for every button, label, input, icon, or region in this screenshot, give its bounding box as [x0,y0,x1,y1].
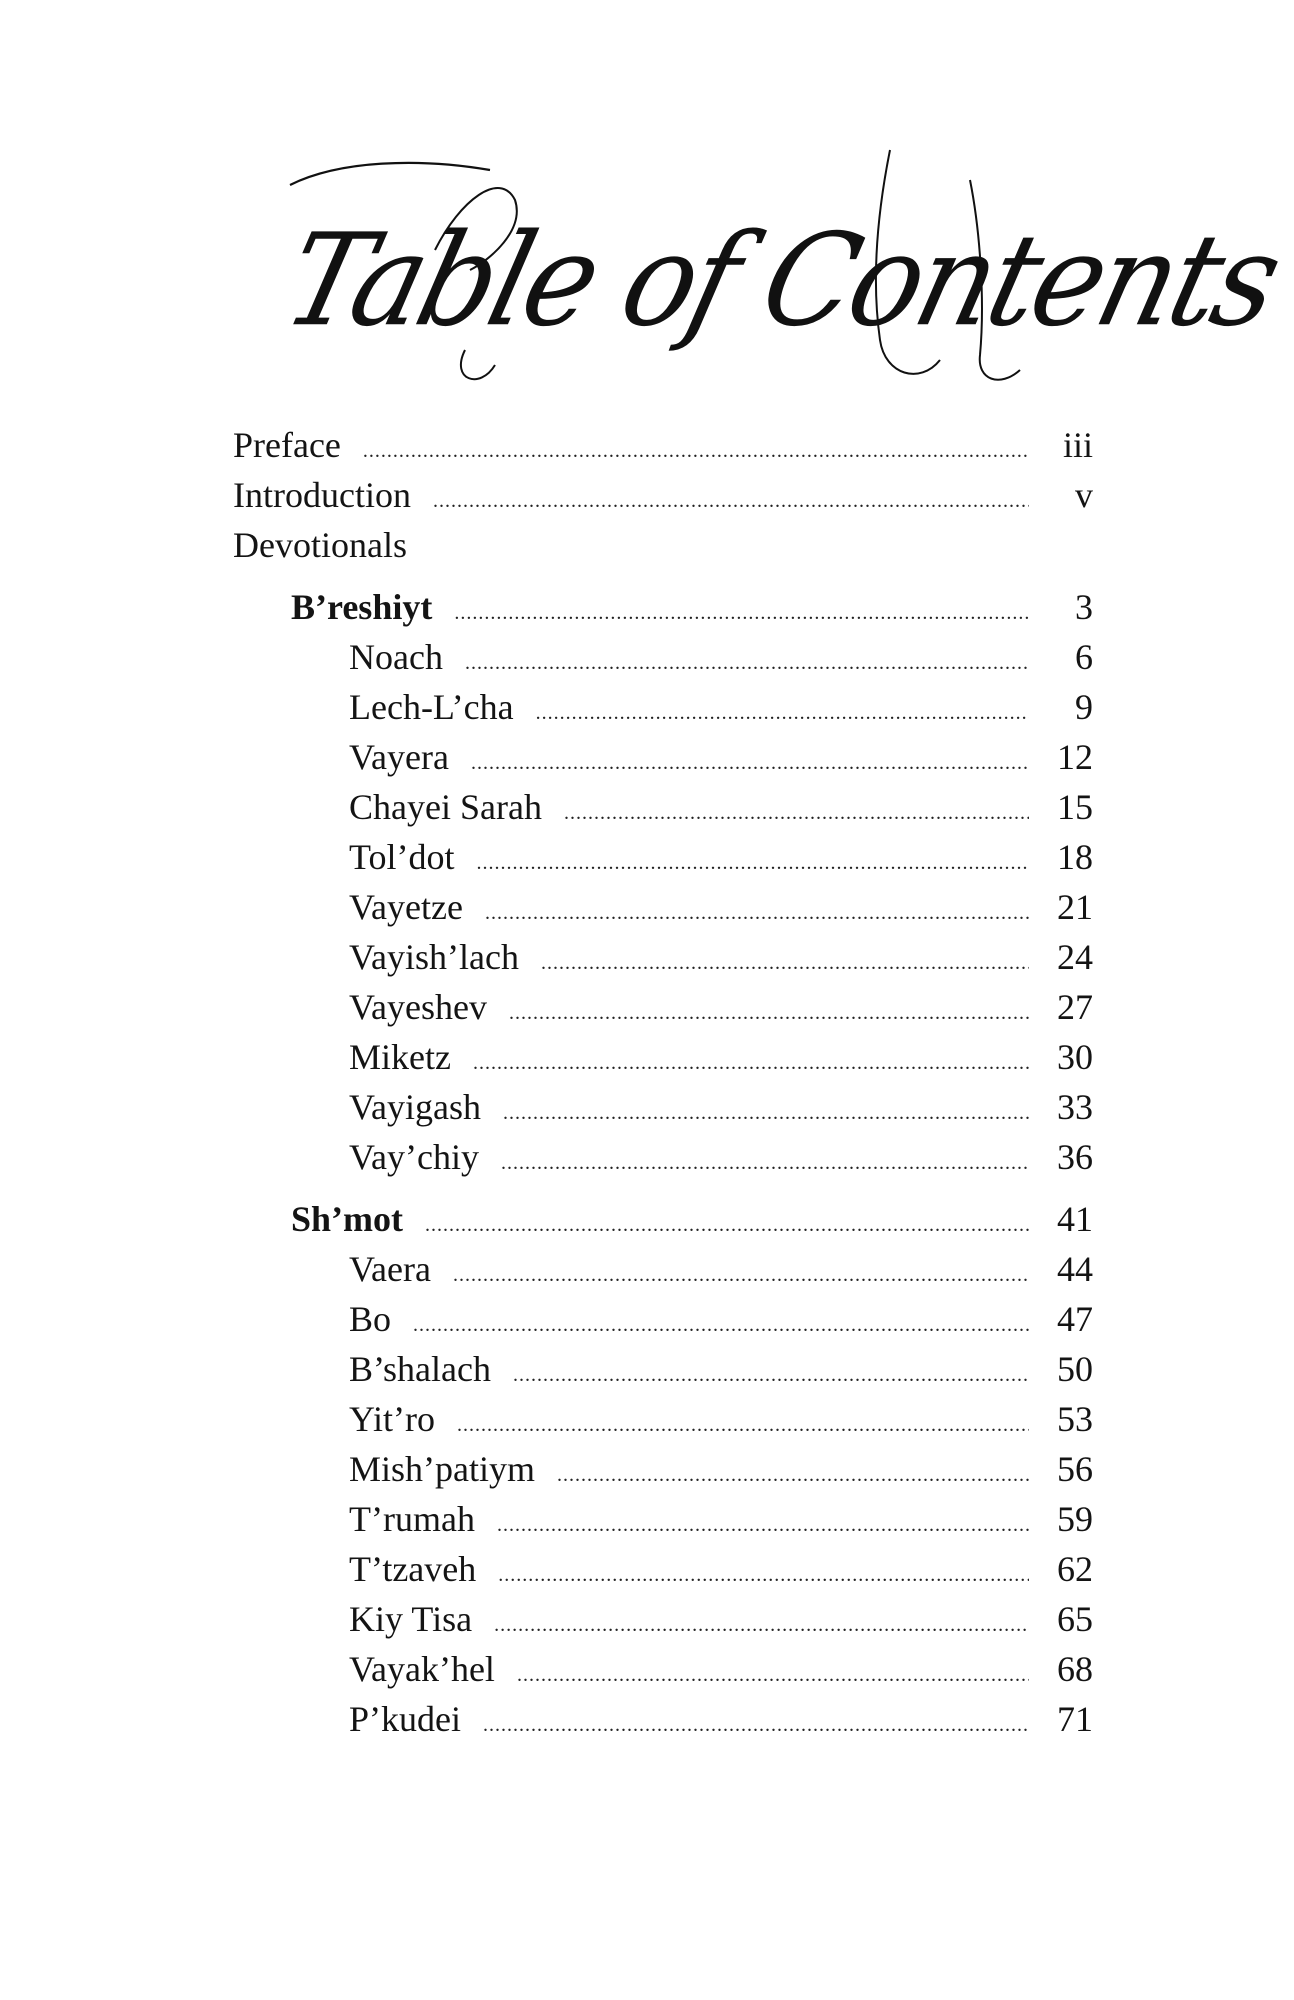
toc-entry-book[interactable] [233,1194,1093,1244]
toc-entry-label: Vayetze [349,887,463,927]
dot-leader [476,838,1029,888]
toc-entry-portion[interactable] [233,1694,1093,1744]
dot-leader [425,1200,1029,1250]
toc-entry-page: 3 [1075,587,1093,627]
toc-entry-label: B’reshiyt [291,587,433,627]
toc-entry-label: Sh’mot [291,1199,404,1239]
dot-leader [453,1250,1029,1300]
book-list [233,582,1093,1744]
toc-entry-portion[interactable] [233,1644,1093,1694]
toc-entry-page: 47 [1057,1299,1093,1339]
dot-leader [503,1088,1029,1138]
toc-entry-introduction[interactable] [233,470,1093,520]
dot-leader [564,788,1029,838]
page-title: Table of Contents [271,205,1292,355]
toc-entry-book[interactable] [233,582,1093,632]
toc-entry-page: 71 [1057,1699,1093,1739]
toc-entry-page: 68 [1057,1649,1093,1689]
toc-entry-page: 36 [1057,1137,1093,1177]
dot-leader [483,1700,1029,1750]
toc-entry-label: Vaera [349,1249,431,1289]
toc-entry-portion[interactable] [233,1032,1093,1082]
toc-entry-portion[interactable] [233,1244,1093,1294]
toc-entry-portion[interactable] [233,1132,1093,1182]
dot-leader [509,988,1029,1038]
dot-leader [513,1350,1029,1400]
dot-leader [457,1400,1029,1450]
toc-entry-page: 27 [1057,987,1093,1027]
toc-entry-label: Chayei Sarah [349,787,542,827]
dot-leader [501,1138,1029,1188]
toc-entry-portion[interactable] [233,982,1093,1032]
toc-entry-label: Tol’dot [349,837,455,877]
toc-entry-label: Yit’ro [349,1399,435,1439]
toc-entry-portion[interactable] [233,932,1093,982]
toc-entry-label: Kiy Tisa [349,1599,473,1639]
toc-entry-portion[interactable] [233,832,1093,882]
toc-entry-page: 53 [1057,1399,1093,1439]
toc-entry-page: 41 [1057,1199,1093,1239]
dot-leader [454,588,1029,638]
toc-section-devotionals [233,520,1093,570]
toc-entry-page: 15 [1057,787,1093,827]
toc-entry-page: 12 [1057,737,1093,777]
toc-entry-page: 9 [1075,687,1093,727]
toc-entry-portion[interactable] [233,1082,1093,1132]
toc-entry-page: 21 [1057,887,1093,927]
dot-leader [541,938,1029,988]
toc-entry-page: 56 [1057,1449,1093,1489]
toc-entry-portion[interactable] [233,1394,1093,1444]
dot-leader [473,1038,1029,1088]
dot-leader [471,738,1029,788]
toc-entry-portion[interactable] [233,782,1093,832]
toc-entry-page: 59 [1057,1499,1093,1539]
toc-entry-page: 33 [1057,1087,1093,1127]
dot-leader [363,426,1029,476]
toc-entry-label: Bo [349,1299,392,1339]
toc-entry-preface[interactable] [233,420,1093,470]
toc-entry-label: Vayera [349,737,449,777]
toc-entry-portion[interactable] [233,1494,1093,1544]
toc-entry-label: Vayish’lach [349,937,519,977]
dot-leader [494,1600,1029,1650]
toc-entry-page: 18 [1057,837,1093,877]
toc-entry-label: T’tzaveh [349,1549,477,1589]
toc-entry-portion[interactable] [233,1294,1093,1344]
dot-leader [557,1450,1029,1500]
toc-entry-label: Miketz [349,1037,451,1077]
toc-entry-label: Vay’chiy [349,1137,479,1177]
toc-entry-label: P’kudei [349,1699,461,1739]
dot-leader [413,1300,1029,1350]
toc-entry-label: Vayak’hel [349,1649,495,1689]
toc-entry-label: T’rumah [349,1499,475,1539]
dot-leader [465,638,1029,688]
dot-leader [433,476,1029,526]
toc-entry-page: 62 [1057,1549,1093,1589]
dot-leader [497,1500,1029,1550]
toc-entry-page: 6 [1075,637,1093,677]
toc-entry-portion[interactable] [233,1344,1093,1394]
toc-entry-portion[interactable] [233,732,1093,782]
toc-entry-portion[interactable] [233,1594,1093,1644]
toc-entry-page: 65 [1057,1599,1093,1639]
dot-leader [498,1550,1029,1600]
table-of-contents [233,420,1093,1744]
toc-entry-page: 30 [1057,1037,1093,1077]
toc-entry-label: Mish’patiym [349,1449,535,1489]
dot-leader [536,688,1029,738]
toc-entry-page: 50 [1057,1349,1093,1389]
toc-entry-label: B’shalach [349,1349,491,1389]
toc-entry-page: 24 [1057,937,1093,977]
toc-entry-label: Preface [233,425,341,465]
dot-leader [517,1650,1029,1700]
toc-entry-page: 44 [1057,1249,1093,1289]
toc-entry-portion[interactable] [233,882,1093,932]
toc-entry-portion[interactable] [233,1544,1093,1594]
dot-leader [485,888,1029,938]
toc-entry-portion[interactable] [233,1444,1093,1494]
toc-entry-portion[interactable] [233,632,1093,682]
section-heading: Devotionals [233,525,407,565]
toc-entry-portion[interactable] [233,682,1093,732]
toc-entry-page: v [1075,475,1093,515]
toc-entry-label: Vayigash [349,1087,481,1127]
toc-entry-label: Vayeshev [349,987,487,1027]
toc-entry-label: Lech-L’cha [349,687,514,727]
toc-entry-label: Noach [349,637,443,677]
toc-entry-page: iii [1062,425,1093,465]
toc-entry-label: Introduction [233,475,411,515]
